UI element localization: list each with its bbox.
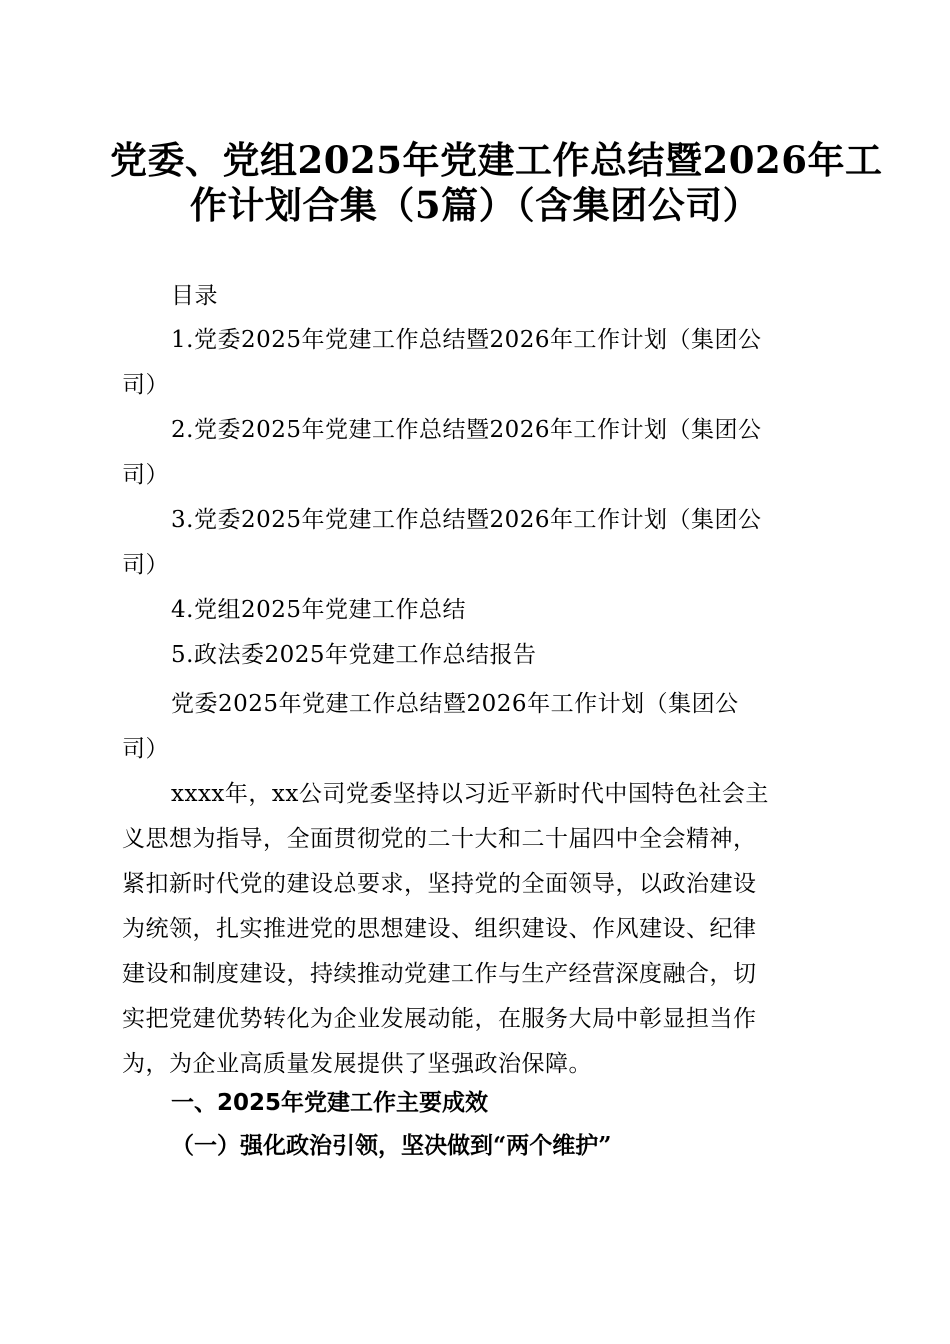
- section-title: [122, 682, 825, 772]
- title-line-1: 党委、党组2025年党建工作总结暨2026年工: [110, 138, 883, 182]
- toc-item-3-line1: 3.党委2025年党建工作总结暨2026年工作计划（集团公: [171, 507, 762, 533]
- toc-item-3: [122, 498, 825, 588]
- toc-item-2: [122, 408, 825, 498]
- toc-item-2-line2: 司）: [122, 462, 169, 488]
- toc-item-5-line1: 5.政法委2025年党建工作总结报告: [171, 642, 537, 668]
- paragraph-line: 建设和制度建设，持续推动党建工作与生产经营深度融合，切: [122, 961, 757, 987]
- heading-level-2: （一）强化政治引领，坚决做到“两个维护”: [171, 1132, 612, 1159]
- toc-heading: 目录: [171, 283, 218, 309]
- paragraph-line: 为统领，扎实推进党的思想建设、组织建设、作风建设、纪律: [122, 916, 757, 942]
- toc-item-2-line1: 2.党委2025年党建工作总结暨2026年工作计划（集团公: [171, 417, 762, 443]
- paragraph-line: 义思想为指导，全面贯彻党的二十大和二十届四中全会精神，: [122, 826, 757, 852]
- toc-item-1-line2: 司）: [122, 372, 169, 398]
- section-title-line2: 司）: [122, 736, 169, 762]
- toc-heading-block: [122, 274, 825, 319]
- title-line-2: 作计划合集（5篇）（含集团公司）: [189, 183, 761, 227]
- document-title: [110, 138, 883, 228]
- toc-item-4-line1: 4.党组2025年党建工作总结: [171, 597, 466, 623]
- paragraph-line: 紧扣新时代党的建设总要求，坚持党的全面领导，以政治建设: [122, 871, 757, 897]
- paragraph-line: 为，为企业高质量发展提供了坚强政治保障。: [122, 1051, 592, 1077]
- intro-paragraph: [122, 772, 825, 1087]
- toc-item-4: [122, 588, 825, 633]
- paragraph-line: 实把党建优势转化为企业发展动能，在服务大局中彰显担当作: [122, 1006, 757, 1032]
- toc-item-5: [122, 633, 825, 678]
- section-title-line1: 党委2025年党建工作总结暨2026年工作计划（集团公: [171, 691, 739, 717]
- toc-item-3-line2: 司）: [122, 552, 169, 578]
- table-of-contents: [122, 318, 825, 678]
- heading-level-1: 一、2025年党建工作主要成效: [171, 1090, 489, 1116]
- paragraph-line: xxxx年，xx公司党委坚持以习近平新时代中国特色社会主: [171, 781, 769, 807]
- toc-item-1-line1: 1.党委2025年党建工作总结暨2026年工作计划（集团公: [171, 327, 762, 353]
- toc-item-1: [122, 318, 825, 408]
